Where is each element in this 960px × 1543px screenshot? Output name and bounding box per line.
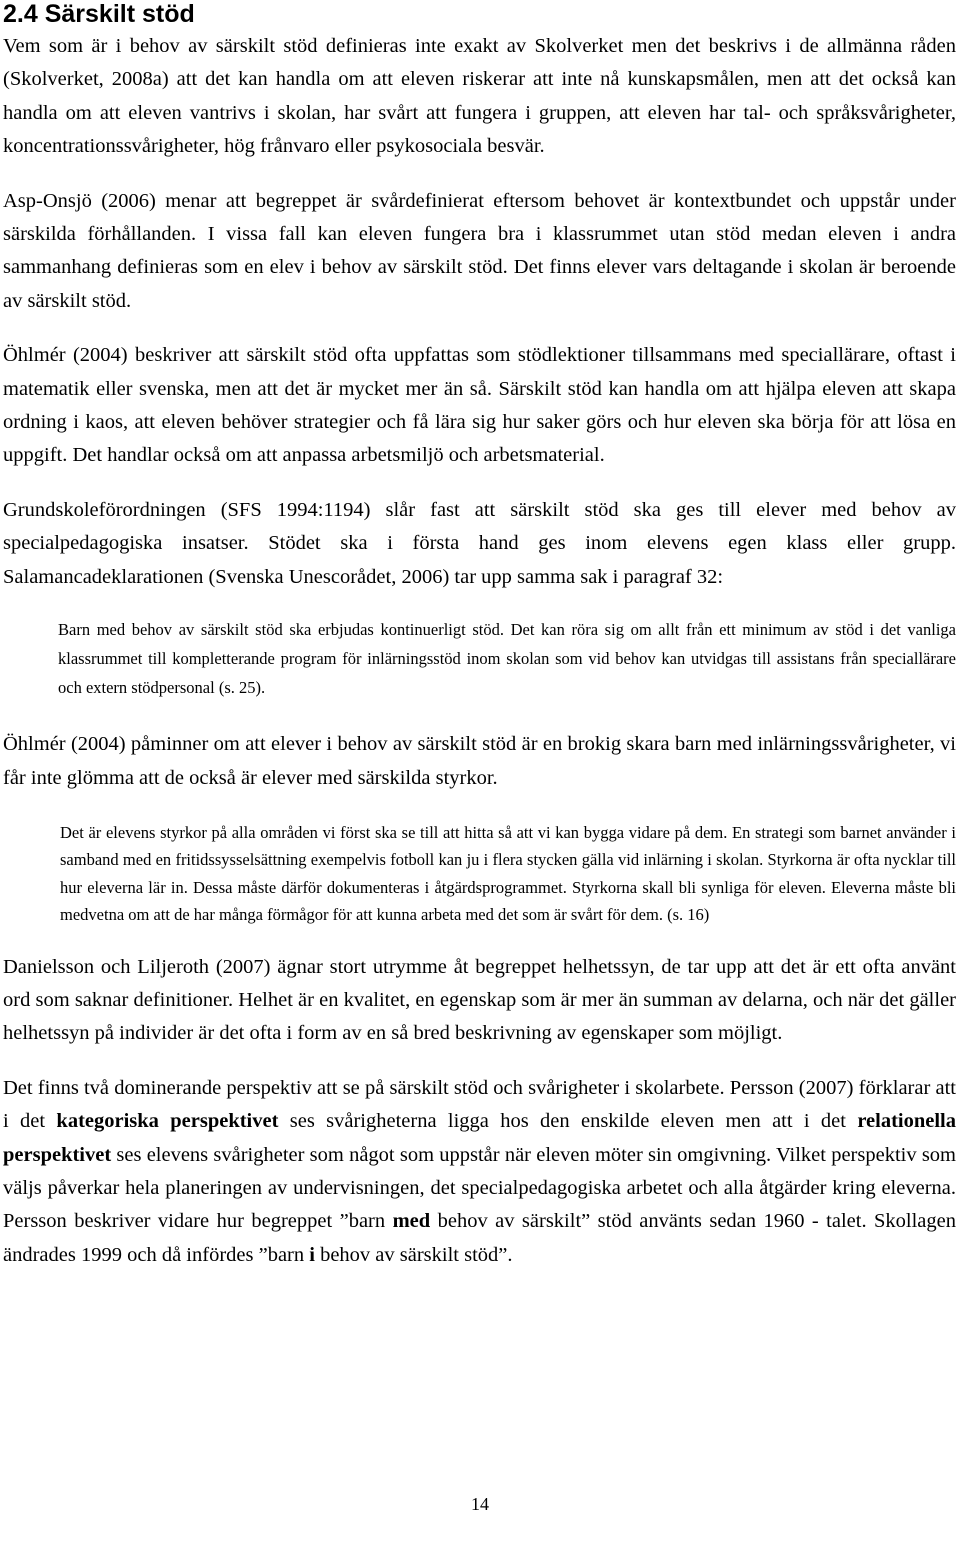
paragraph-7 bbox=[3, 1072, 956, 1272]
emphasis-med: med bbox=[392, 1210, 431, 1233]
section-heading: 2.4 Särskilt stöd bbox=[3, 0, 195, 28]
paragraph-7-text-2: ses svårigheterna ligga hos den enskilde eleven men att i det bbox=[278, 1110, 858, 1133]
block-quote-1: Barn med behov av särskilt stöd ska erbjudas kontinuerligt stöd. Det kan röra sig om allt från ett minimum av stöd i det vanliga klassrummet till kompletterande program för inlärningsstöd inom skolan som vid behov kan utvidgas till assistans från speciallärare och extern stödpersonal (s. 25). bbox=[58, 620, 956, 698]
paragraph-7-text-3: ses elevens svårigheter som något som uppstår när eleven möter sin omgivning. Vilket perspektiv som väljs påverkar hela planeringen av undervisningen, det specialpedagogiska arbetet och alla åtgärder kring eleverna. Persson beskriver vidare hur begreppet ”barn bbox=[3, 1143, 956, 1233]
emphasis-i: i bbox=[309, 1243, 315, 1266]
paragraph-6: Danielsson och Liljeroth (2007) ägnar stort utrymme åt begreppet helhetssyn, de tar upp att det är ett ofta använt ord som saknar definitioner. Helhet är en kvalitet, en egenskap som är mer än summan av delarna, och när det gäller helhetssyn på individer är det ofta i form av en så bred beskrivning av egenskaper som möjligt. bbox=[3, 955, 956, 1045]
paragraph-5: Öhlmér (2004) påminner om att elever i behov av särskilt stöd är en brokig skara barn med inlärningssvårigheter, vi får inte glömma att de också är elever med särskilda styrkor. bbox=[3, 733, 956, 789]
document-page bbox=[3, 0, 956, 1272]
paragraph-1: Vem som är i behov av särskilt stöd definieras inte exakt av Skolverket men det beskrivs i de allmänna råden (Skolverket, 2008a) att det kan handla om att eleven riskerar att inte nå kunskapsmålen, men att det också kan handla om att eleven vantrivs i skolan, har svårt att fungera i gruppen, att eleven har tal- och språksvårigheter, koncentrationssvårigheter, hög frånvaro eller psykosociala besvär. bbox=[3, 35, 956, 158]
paragraph-3: Öhlmér (2004) beskriver att särskilt stöd ofta uppfattas som stödlektioner tillsammans med speciallärare, oftast i matematik eller svenska, men att det är mycket mer än så. Särskilt stöd kan handla om att hjälpa eleven att skapa ordning i kaos, att eleven behöver strategier och få lära sig hur saker görs och hur eleven ska börja för att lösa en uppgift. Det handlar också om att anpassa arbetsmiljö och arbetsmaterial. bbox=[3, 344, 956, 467]
term-kategoriska-perspektivet: kategoriska perspektivet bbox=[56, 1110, 279, 1133]
paragraph-7-text-4: behov av särskilt” stöd använts sedan 1960 - talet. Skollagen ändrades 1999 och då infördes ”barn bbox=[3, 1210, 956, 1266]
paragraph-7-text-5: behov av särskilt stöd”. bbox=[314, 1243, 513, 1266]
block-quote-2: Det är elevens styrkor på alla områden vi först ska se till att hitta så att vi kan bygga vidare på dem. En strategi som barnet använder i samband med en fritidssysselsättning exempelvis fotboll kan ju i flera stycken gälla vid inlärning i skolan. Styrkorna är ofta nycklar till hur eleverna lär in. Dessa måste därför dokumenteras i åtgärdsprogrammet. Styrkorna skall bli synliga för eleven. Eleverna måste bli medvetna om att de har många förmågor för att kunna arbeta med det som är svårt för dem. (s. 16) bbox=[60, 822, 956, 925]
paragraph-7-text-1: Det finns två dominerande perspektiv att se på särskilt stöd och svårigheter i skolarbete. Persson (2007) förklarar att i det bbox=[3, 1076, 956, 1133]
page-number: 14 bbox=[471, 1494, 489, 1514]
paragraph-2: Asp-Onsjö (2006) menar att begreppet är svårdefinierat eftersom behovet är kontextbundet och uppstår under särskilda förhållanden. I vissa fall kan eleven fungera bra i klassrummet utan stöd medan eleven i andra sammanhang definieras som en elev i behov av särskilt stöd. Det finns elever vars deltagande i skolan är beroende av särskilt stöd. bbox=[3, 189, 956, 312]
paragraph-4: Grundskoleförordningen (SFS 1994:1194) slår fast att särskilt stöd ska ges till elever med behov av specialpedagogiska insatser. Stödet ska i första hand ges inom elevens egen klass eller grupp. Salamancadeklarationen (Svenska Unescorådet, 2006) tar upp samma sak i paragraf 32: bbox=[3, 498, 956, 588]
term-relationella-perspektivet: relationella perspektivet bbox=[3, 1110, 956, 1166]
